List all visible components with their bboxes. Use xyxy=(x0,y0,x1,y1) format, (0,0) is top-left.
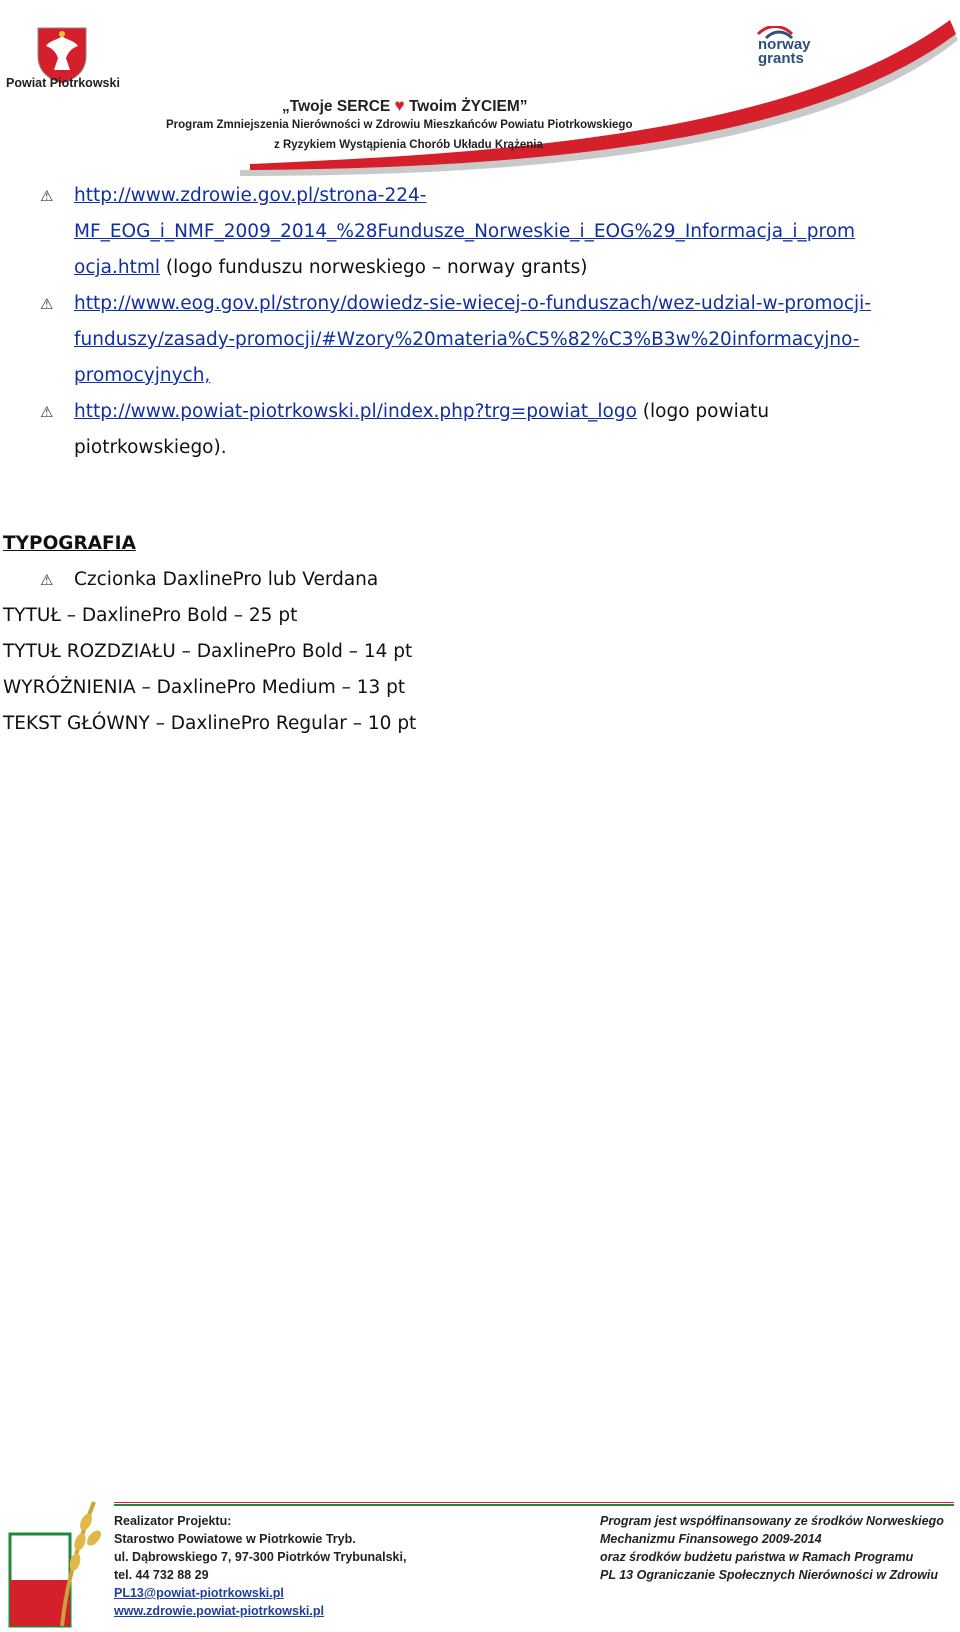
link-zdrowie-end[interactable]: ocja.html xyxy=(74,257,160,278)
link-zdrowie-cont[interactable]: MF_EOG_i_NMF_2009_2014_%28Fundusze_Norweskie_i_EOG%29_Informacja_i_prom xyxy=(74,221,856,242)
org-name: Powiat Piotrkowski xyxy=(6,76,120,90)
link-eog-cont[interactable]: funduszy/zasady-promocji/#Wzory%20materia%C5%82%C3%B3w%20informacyjno- xyxy=(74,329,860,350)
bullet-icon: ⚠ xyxy=(40,187,54,205)
link-powiat[interactable]: http://www.powiat-piotrkowski.pl/index.php?trg=powiat_logo xyxy=(74,401,637,422)
spec-body-text: TEKST GŁÓWNY – DaxlinePro Regular – 10 pt xyxy=(3,713,417,734)
link-zdrowie[interactable]: http://www.zdrowie.gov.pl/strona-224- xyxy=(74,185,427,206)
link-note: (logo funduszu norweskiego – norway grants) xyxy=(160,257,588,278)
list-item-continued xyxy=(74,358,210,394)
footer-implementer: Realizator Projektu: Starostwo Powiatowe w Piotrkowie Tryb. ul. Dąbrowskiego 7, 97-300 Piotrków Trybunalski, tel. 44 732 88 29 PL13@powiat-piotrkowski.pl www.zdrowie.powiat-piotrkowski.pl xyxy=(114,1514,407,1618)
footer-funding-note: Program jest współfinansowany ze środków Norweskiego Mechanizmu Finansowego 2009-2014 oraz środków budżetu państwa w Ramach Programu PL 13 Ograniczanie Społecznych Nierówności w Zdrowiu xyxy=(600,1514,944,1582)
bullet-icon: ⚠ xyxy=(40,571,54,589)
link-note: piotrkowskiego). xyxy=(74,437,227,458)
list-item-continued xyxy=(74,322,859,358)
program-title-line1: Program Zmniejszenia Nierówności w Zdrowiu Mieszkańców Powiatu Piotrkowskiego xyxy=(166,119,633,131)
link-eog-end[interactable]: promocyjnych, xyxy=(74,365,211,386)
project-slogan: „Twoje SERCE ♥ Twoim ŻYCIEM” xyxy=(282,96,528,115)
list-item xyxy=(74,394,769,430)
program-title-line2: z Ryzykiem Wystąpienia Chorób Układu Krążenia xyxy=(274,139,543,151)
spec-title: TYTUŁ – DaxlinePro Bold – 25 pt xyxy=(3,605,298,626)
footer-divider-red xyxy=(114,1502,954,1503)
link-eog[interactable]: http://www.eog.gov.pl/strony/dowiedz-sie-wiecej-o-funduszach/wez-udzial-w-promocji- xyxy=(74,293,871,314)
list-item xyxy=(74,178,426,214)
list-item xyxy=(74,286,871,322)
footer-divider-green xyxy=(114,1504,954,1506)
list-item: Czcionka DaxlinePro lub Verdana xyxy=(74,569,379,590)
page-footer xyxy=(0,1494,960,1632)
norway-grants-text: norway grants xyxy=(758,36,811,67)
spec-chapter-title: TYTUŁ ROZDZIAŁU – DaxlinePro Bold – 14 pt xyxy=(3,641,413,662)
heart-icon: ♥ xyxy=(394,96,405,115)
footer-website-link[interactable]: www.zdrowie.powiat-piotrkowski.pl xyxy=(114,1604,324,1618)
list-item-continued xyxy=(74,214,855,250)
bullet-icon: ⚠ xyxy=(40,403,54,421)
bullet-icon: ⚠ xyxy=(40,295,54,313)
footer-email-link[interactable]: PL13@powiat-piotrkowski.pl xyxy=(114,1586,284,1600)
page-header xyxy=(0,0,960,180)
section-heading: TYPOGRAFIA xyxy=(3,533,136,554)
list-item-continued xyxy=(74,430,227,466)
link-note: (logo powiatu xyxy=(636,401,770,422)
list-item-continued xyxy=(74,250,587,286)
spec-highlights: WYRÓŻNIENIA – DaxlinePro Medium – 13 pt xyxy=(3,677,406,698)
wheat-logo-icon xyxy=(6,1498,106,1628)
